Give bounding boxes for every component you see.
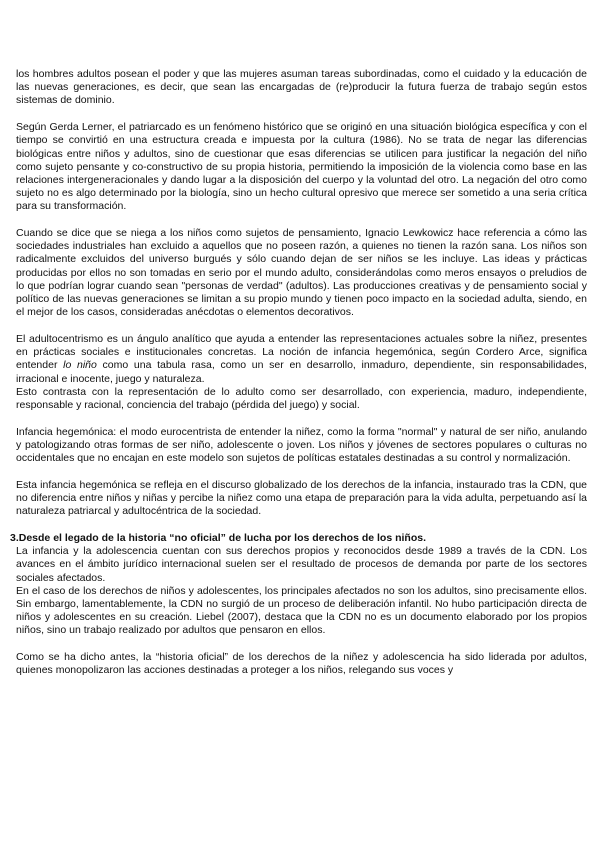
paragraph-text: El adultocentrismo es un ángulo analítico que ayuda a entender las representaciones actuales sobre la niñez, presentes en prácticas sociales e institucionales concretas. La noción de infancia hegemónica, según Cordero Arce, significa entender bbox=[16, 332, 587, 372]
paragraph: Cuando se dice que se niega a los niños como sujetos de pensamiento, Ignacio Lewkowicz hace referencia a cómo las sociedades industriales han excluido a aquellos que no poseen razón, a quienes no tienen la razón sana. Los niños son radicalmente excluidos del universo burgués y sólo cuando dejan de ser niños se les incluye. Las ideas y prácticas producidas por ellos no son tomadas en serio por el mundo adulto, considerándolas como meros ensayos o preludios de lo que podrían lograr cuando sean "personas de verdad" (adultos). Las producciones creativas y de pensamiento social y político de las nuevas generaciones se limitan a su propio mundo y tienen poco impacto en la sociedad adulta, siendo, en el mejor de los casos, consideradas anécdotas o elementos decorativos. bbox=[16, 227, 587, 319]
paragraph-text: como una tabula rasa, como un ser en desarrollo, inmaduro, dependiente, sin responsabilidades, irracional e inocente, juego y naturaleza. bbox=[16, 359, 587, 385]
paragraph: La infancia y la adolescencia cuentan con sus derechos propios y reconocidos desde 1989 a través de la CDN. Los avances en el ámbito jurídico internacional suelen ser el resultado de procesos de demanda por parte de los sectores sociales afectados. bbox=[16, 545, 587, 584]
paragraph: Esto contrasta con la representación de lo adulto como ser desarrollado, con experiencia, maduro, independiente, responsable y racional, conciencia del trabajo (pérdida del juego) y social. bbox=[16, 385, 587, 411]
paragraph: Según Gerda Lerner, el patriarcado es un fenómeno histórico que se originó en una situación biológica específica y con el tiempo se convirtió en una estructura creada e impuesta por la cultura (1986). No se trata de negar las diferencias biológicas entre niños y adultos, sino de cuestionar que esas diferencias se utilicen para justificar la negación del niño como sujeto pensante y co-constructivo de su propia historia, permitiendo la imposición de la violencia como base en las relaciones intergeneracionales y dando lugar a la disposición del cuerpo y la voluntad del otro. La negación del otro como sujeto no es algo determinado por la biología, sino un hecho cultural opresivo que merece ser sometido a una seria crítica para su transformación. bbox=[16, 121, 587, 213]
paragraph: Infancia hegemónica: el modo eurocentrista de entender la niñez, como la forma "normal" y natural de ser niño, anulando y patologizando otras formas de ser niño, adolescente o joven. Los niños y jóvenes de sectores populares o culturas no occidentales que no encajan en este modelo son sujetos de políticas estatales destinadas a su control y normalización. bbox=[16, 425, 587, 465]
paragraph: Como se ha dicho antes, la “historia oficial” de los derechos de la niñez y adolescencia ha sido liderada por adultos, quienes monopolizaron las acciones destinadas a proteger a los niños, relegando sus voces y bbox=[16, 651, 587, 677]
italic-term: lo niño bbox=[63, 359, 97, 372]
section-heading: 3.Desde el legado de la historia “no oficial” de lucha por los derechos de los niños. bbox=[10, 531, 427, 544]
paragraph: En el caso de los derechos de niños y adolescentes, los principales afectados no son los adultos, sino precisamente ellos. Sin embargo, lamentablemente, la CDN no surgió de un proceso de deliberación infantil. No hubo participación directa de niños y adolescentes en su creación. Liebel (2007), destaca que la CDN no es un documento elaborado por los propios niños, sino un trabajo realizado por adultos que pensaron en ellos. bbox=[16, 584, 587, 637]
paragraph: los hombres adultos posean el poder y que las mujeres asuman tareas subordinadas, como el cuidado y la educación de las nuevas generaciones, es decir, que sean las encargadas de (re)producir la futura fuerza de trabajo según estos sistemas de dominio. bbox=[16, 68, 587, 107]
paragraph: Esta infancia hegemónica se refleja en el discurso globalizado de los derechos de la infancia, instaurado tras la CDN, que no diferencia entre niños y niñas y percibe la niñez como una etapa de preparación para la vida adulta, perpetuando así la naturaleza patriarcal y adultocéntrica de la sociedad. bbox=[16, 478, 587, 518]
paragraph bbox=[16, 333, 587, 386]
